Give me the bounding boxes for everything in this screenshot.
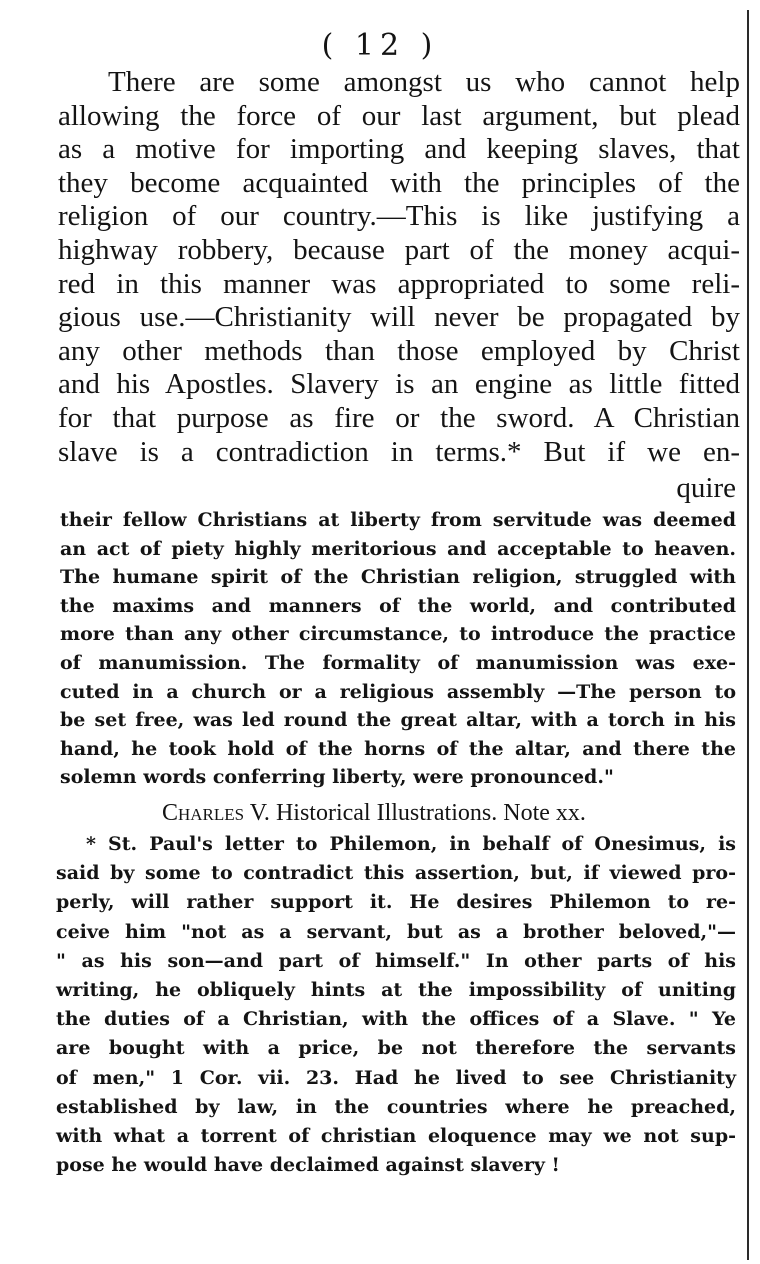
quote-line: the maxims and manners of the world, and contributed [60,594,736,617]
footnote-line: pose he would have declaimed against slavery ! [56,1154,560,1177]
quote-line: hand, he took hold of the horns of the altar, and there the [60,737,736,760]
main-line: allowing the force of our last argument, but plead [58,99,740,132]
quote-line: cuted in a church or a religious assembly —The person to [60,680,736,703]
footnote-line: with what a torrent of christian eloquence may we not sup- [56,1124,736,1147]
main-line: There are some amongst us who cannot help [108,66,740,98]
footnote-line: " as his son—and part of himself." In other parts of his [56,949,736,972]
main-paragraph [58,66,740,469]
main-line: religion of our country.—This is like justifying a [58,200,740,233]
main-line: they become acquainted with the principles of the [58,166,740,199]
main-line: highway robbery, because part of the money acqui- [58,233,740,266]
quote-line: The humane spirit of the Christian religion, struggled with [60,566,736,589]
main-line: for that purpose as fire or the sword. A Christian [58,401,740,434]
citation-author: Charles V. [162,800,270,826]
footnote-line: perly, will rather support it. He desires Philemon to re- [56,891,736,914]
footnote [56,830,736,1180]
footnote-line: the duties of a Christian, with the offices of a Slave. " Ye [56,1008,736,1031]
main-line: gious use.—Christianity will never be propagated by [58,301,740,334]
footnote-line: said by some to contradict this assertion, but, if viewed pro- [56,862,736,885]
catchword: quire [676,472,736,504]
main-line: as a motive for importing and keeping slaves, that [58,133,740,166]
quote-line: of manumission. The formality of manumission was exe- [60,651,736,674]
footnote-line: are bought with a price, be not therefore the servants [56,1037,736,1060]
quote-line: solemn words conferring liberty, were pronounced." [60,766,614,789]
main-line: red in this manner was appropriated to some reli- [58,267,740,300]
main-line: slave is a contradiction in terms.* But if we en- [58,435,740,468]
footnote-line: of men," 1 Cor. vii. 23. Had he lived to see Christianity [56,1066,736,1089]
footnote-line: * St. Paul's letter to Philemon, in behalf of Onesimus, is [86,833,736,855]
quotation-block [60,506,736,792]
quote-line: be set free, was led round the great altar, with a torch in his [60,709,736,732]
page-number: ( 12 ) [321,28,439,63]
citation [162,800,586,827]
quote-line: their fellow Christians at liberty from servitude was deemed [60,509,736,531]
quote-line: more than any other circumstance, to introduce the practice [60,623,736,646]
page-edge-line [747,10,749,1260]
footnote-line: writing, he obliquely hints at the impossibility of uniting [56,978,736,1001]
main-line: any other methods than those employed by Christ [58,334,740,367]
footnote-line: established by law, in the countries where he preached, [56,1095,736,1118]
footnote-line: ceive him "not as a servant, but as a brother beloved,"— [56,920,736,943]
citation-source: Historical Illustrations. Note xx. [275,800,586,826]
quote-line: an act of piety highly meritorious and acceptable to heaven. [60,537,736,560]
main-line: and his Apostles. Slavery is an engine as little fitted [58,368,740,401]
